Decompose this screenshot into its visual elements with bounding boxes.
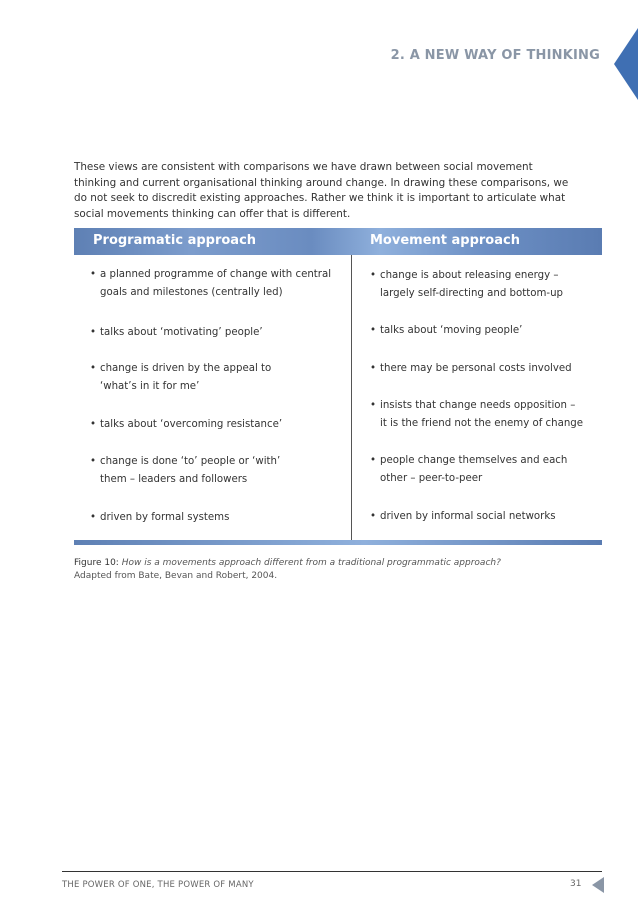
table-bottom-bar — [74, 540, 602, 545]
footer-publication: THE POWER OF ONE, THE POWER OF MANY — [62, 880, 254, 890]
figure-title: How is a movements approach different from a traditional programmatic approach? — [121, 558, 501, 568]
movement-item: • talks about ‘moving people’ — [370, 325, 523, 336]
movement-approach-heading: Movement approach — [370, 233, 520, 248]
comparison-table-header — [74, 228, 602, 255]
section-corner-tab — [614, 28, 638, 100]
intro-paragraph: These views are consistent with comparisons we have drawn between social movement thinking and current organisational thinking around change. In drawing these comparisons, we do not seek to discredit existing approaches. Rather we think it is important to articulate what social movements thinking can offer that is different. — [74, 161, 569, 220]
footer-rule — [62, 871, 602, 872]
programmatic-item: • change is driven by the appeal to ‘what’s in it for me’ — [90, 363, 272, 392]
movement-item: • people change themselves and each other – peer-to-peer — [370, 455, 568, 484]
movement-item: • driven by informal social networks — [370, 511, 556, 522]
movement-item: • insists that change needs opposition – it is the friend not the enemy of change — [370, 400, 584, 429]
figure-caption — [74, 557, 501, 583]
programmatic-approach-heading: Programatic approach — [93, 233, 257, 248]
figure-source: Adapted from Bate, Bevan and Robert, 2004. — [74, 571, 278, 581]
programmatic-item: • change is done ‘to’ people or ‘with’ them – leaders and followers — [90, 456, 281, 485]
movement-item: • there may be personal costs involved — [370, 363, 572, 374]
page-arrow-icon — [592, 877, 604, 893]
movement-item: • change is about releasing energy – largely self-directing and bottom-up — [370, 270, 563, 299]
programmatic-item: • a planned programme of change with central goals and milestones (centrally led) — [90, 269, 332, 298]
programmatic-item: • talks about ‘motivating’ people’ — [90, 327, 263, 338]
programmatic-item: • talks about ‘overcoming resistance’ — [90, 419, 283, 430]
figure-label: Figure 10: — [74, 558, 119, 568]
programmatic-item: • driven by formal systems — [90, 512, 230, 523]
section-title: 2. A NEW WAY OF THINKING — [390, 48, 600, 63]
page-number: 31 — [570, 879, 582, 889]
column-divider — [351, 255, 352, 540]
